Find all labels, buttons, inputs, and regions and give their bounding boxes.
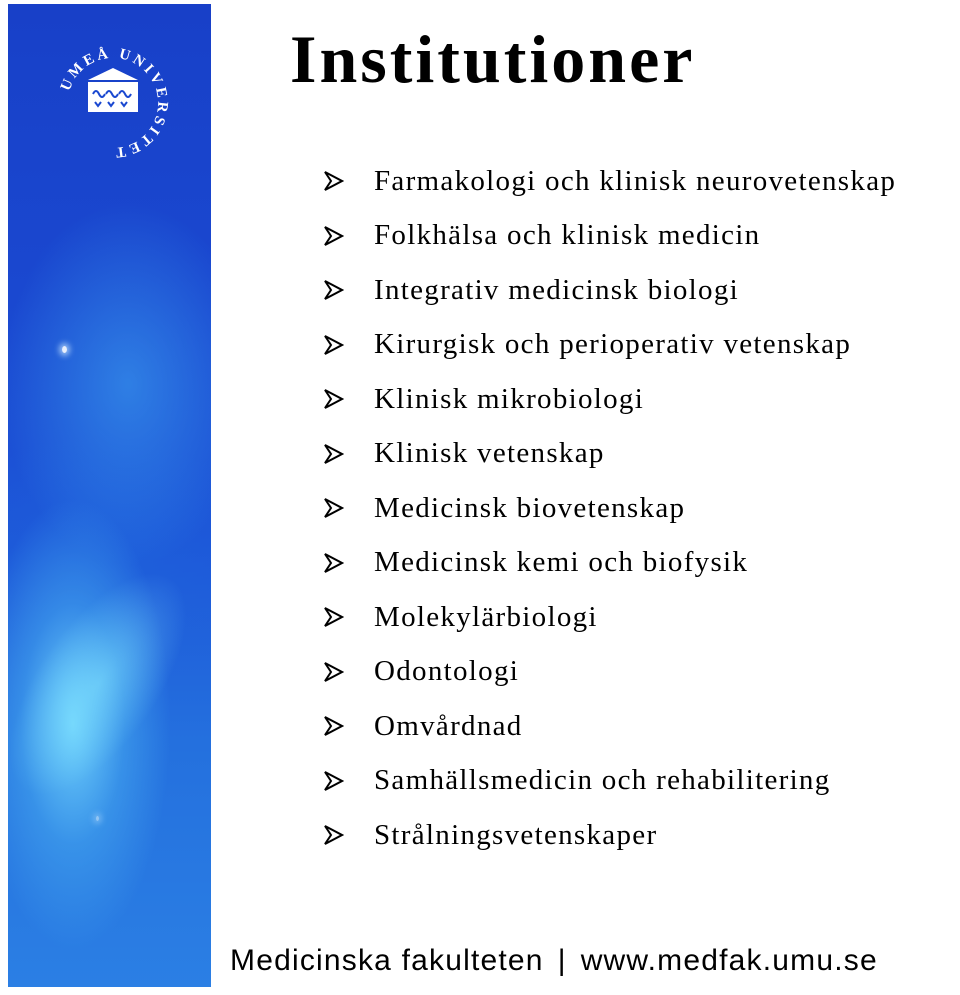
arrowhead-bullet-icon [322,606,344,628]
list-item [322,590,896,645]
list-item [322,536,896,591]
umea-universitet-seal-icon [48,38,178,168]
page-title: Institutioner [290,21,696,97]
list-item [322,372,896,427]
department-list [322,154,896,863]
arrowhead-bullet-icon [322,497,344,519]
list-item [322,318,896,373]
logo-arc-text: UMEÅ UNIVERSITET [57,45,171,161]
arrowhead-bullet-icon [322,279,344,301]
list-item [322,699,896,754]
arrowhead-bullet-icon [322,225,344,247]
footer-faculty: Medicinska fakulteten [230,944,544,977]
department-name: Farmakologi och klinisk neurovetenskap [374,164,897,197]
department-name: Odontologi [374,655,520,688]
list-item [322,427,896,482]
footer-url-link[interactable]: www.medfak.umu.se [580,944,878,977]
list-item [322,481,896,536]
arrowhead-bullet-icon [322,824,344,846]
department-name: Samhällsmedicin och rehabilitering [374,764,831,797]
department-name: Omvårdnad [374,709,523,742]
arrowhead-bullet-icon [322,388,344,410]
list-item [322,754,896,809]
list-item [322,209,896,264]
department-name: Kirurgisk och perioperativ vetenskap [374,328,852,361]
footer [230,944,878,978]
department-name: Molekylärbiologi [374,600,598,633]
arrowhead-bullet-icon [322,770,344,792]
department-name: Strålningsvetenskaper [374,818,658,851]
list-item [322,263,896,318]
list-item [322,154,896,209]
footer-separator: | [557,944,567,977]
arrowhead-bullet-icon [322,552,344,574]
arrowhead-bullet-icon [322,715,344,737]
department-name: Klinisk vetenskap [374,437,605,470]
department-name: Folkhälsa och klinisk medicin [374,219,761,252]
arrowhead-bullet-icon [322,334,344,356]
department-name: Integrativ medicinsk biologi [374,273,740,306]
decorative-sidebar [8,4,211,987]
star-glow [96,816,99,821]
list-item [322,645,896,700]
department-name: Medicinsk biovetenskap [374,491,686,524]
list-item [322,808,896,863]
arrowhead-bullet-icon [322,661,344,683]
arrowhead-bullet-icon [322,443,344,465]
department-name: Medicinsk kemi och biofysik [374,546,749,579]
arrowhead-bullet-icon [322,170,344,192]
department-name: Klinisk mikrobiologi [374,382,645,415]
light-streak [8,543,211,825]
star-glow [62,346,67,353]
